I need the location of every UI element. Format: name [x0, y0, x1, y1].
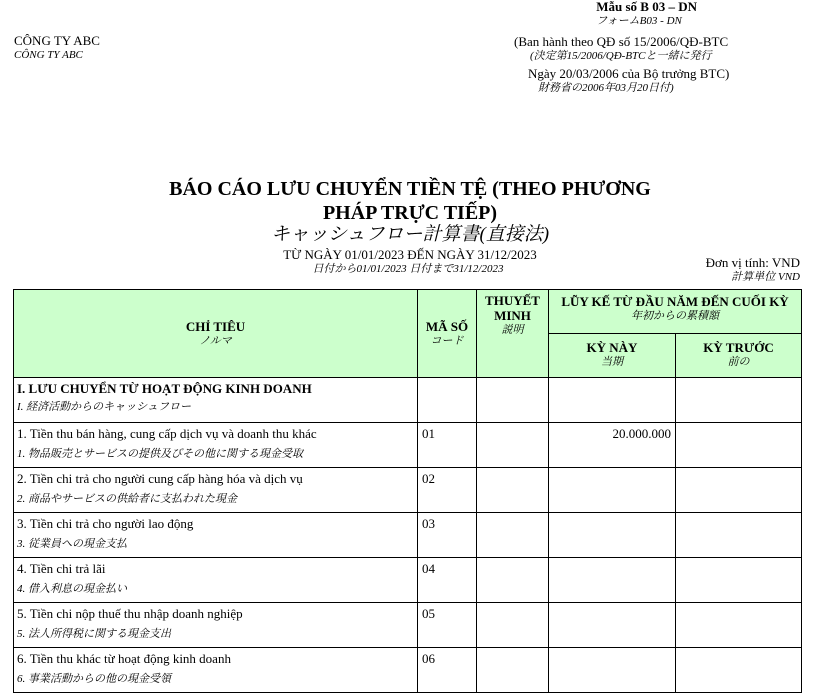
legal-line-1-jp: (決定第15/2006/QĐ-BTCと一緒に発行 [530, 50, 712, 62]
section-title-cell [14, 378, 418, 423]
header-indicator: CHỈ TIÊU ノルマ [14, 290, 418, 378]
row-previous-value [676, 513, 802, 558]
section-row [14, 378, 802, 423]
table-row [14, 423, 802, 468]
legal-line-2-jp: 財務省の2006年03月20日付) [538, 82, 674, 94]
table-row [14, 468, 802, 513]
report-period [40, 248, 780, 276]
section-title: I. LƯU CHUYỂN TỪ HOẠT ĐỘNG KINH DOANH [17, 381, 312, 396]
row-previous-value [676, 423, 802, 468]
legal-line-1: (Ban hành theo QĐ số 15/2006/QĐ-BTC [514, 34, 729, 49]
currency-unit [706, 256, 800, 284]
row-label: 1. Tiền thu bán hàng, cung cấp dịch vụ và doanh thu khác [17, 426, 317, 441]
row-code: 01 [418, 423, 477, 468]
row-label-jp: 5. 法人所得税に関する現金支出 [17, 628, 171, 640]
period-text-jp: 日付から01/01/2023 日付まで31/12/2023 [312, 263, 504, 275]
form-code: Mẫu số B 03 – DN [596, 0, 697, 14]
row-label-jp: 4. 借入利息の現金払い [17, 583, 127, 595]
row-code: 06 [418, 648, 477, 693]
header-current-period: KỲ NÀY 当期 [549, 334, 676, 378]
row-previous-value [676, 648, 802, 693]
legal-reference [514, 35, 729, 95]
row-code: 03 [418, 513, 477, 558]
row-code: 05 [418, 603, 477, 648]
row-label-jp: 1. 物品販売とサービスの提供及びその他に関する現金受取 [17, 448, 303, 460]
company-block [14, 34, 100, 62]
row-current-value [549, 648, 676, 693]
row-code: 02 [418, 468, 477, 513]
header-note: THUYẾT MINH 説明 [477, 290, 549, 378]
row-label: 4. Tiền chi trả lãi [17, 561, 106, 576]
section-title-jp: I. 経済活動からのキャッシュフロー [17, 401, 191, 413]
row-label-jp: 3. 従業員への現金支払 [17, 538, 127, 550]
header-previous-period: KỲ TRƯỚC 前の [676, 334, 802, 378]
row-label: 3. Tiền chi trả cho người lao động [17, 516, 194, 531]
unit-text-jp: 計算単位 VND [731, 271, 800, 283]
row-current-value [549, 558, 676, 603]
table-row [14, 648, 802, 693]
form-code-jp: フォームB03 - DN [596, 15, 682, 27]
table-row [14, 513, 802, 558]
row-label: 6. Tiền thu khác từ hoạt động kinh doanh [17, 651, 231, 666]
row-previous-value [676, 603, 802, 648]
row-previous-value [676, 468, 802, 513]
row-label: 2. Tiền chi trả cho người cung cấp hàng hóa và dịch vụ [17, 471, 303, 486]
company-name-jp: CÔNG TY ABC [14, 49, 83, 61]
legal-line-2: Ngày 20/03/2006 của Bộ trưởng BTC) [528, 66, 730, 81]
row-current-value: 20.000.000 [549, 423, 676, 468]
company-name: CÔNG TY ABC [14, 33, 100, 48]
table-row [14, 558, 802, 603]
report-title-jp: キャッシュフロー計算書(直接法) [270, 224, 550, 245]
row-current-value [549, 603, 676, 648]
header-code: MÃ SỐ コード [418, 290, 477, 378]
period-text: TỪ NGÀY 01/01/2023 ĐẾN NGÀY 31/12/2023 [283, 247, 537, 262]
row-label-jp: 2. 商品やサービスの供給者に支払われた現金 [17, 493, 237, 505]
form-code-block [596, 0, 697, 28]
cash-flow-table [13, 289, 802, 693]
table-row [14, 603, 802, 648]
row-current-value [549, 513, 676, 558]
row-previous-value [676, 558, 802, 603]
row-label-jp: 6. 事業活動からの他の現金受領 [17, 673, 171, 685]
row-code: 04 [418, 558, 477, 603]
unit-text: Đơn vị tính: VND [705, 255, 800, 270]
row-label: 5. Tiền chi nộp thuế thu nhập doanh nghiệp [17, 606, 243, 621]
row-current-value [549, 468, 676, 513]
report-title: BÁO CÁO LƯU CHUYỂN TIỀN TỆ (THEO PHƯƠNG PHÁP TRỰC TIẾP) [169, 178, 651, 224]
header-cumulative: LŨY KẾ TỪ ĐẦU NĂM ĐẾN CUỐI KỲ 年初からの累積額 [549, 290, 802, 334]
